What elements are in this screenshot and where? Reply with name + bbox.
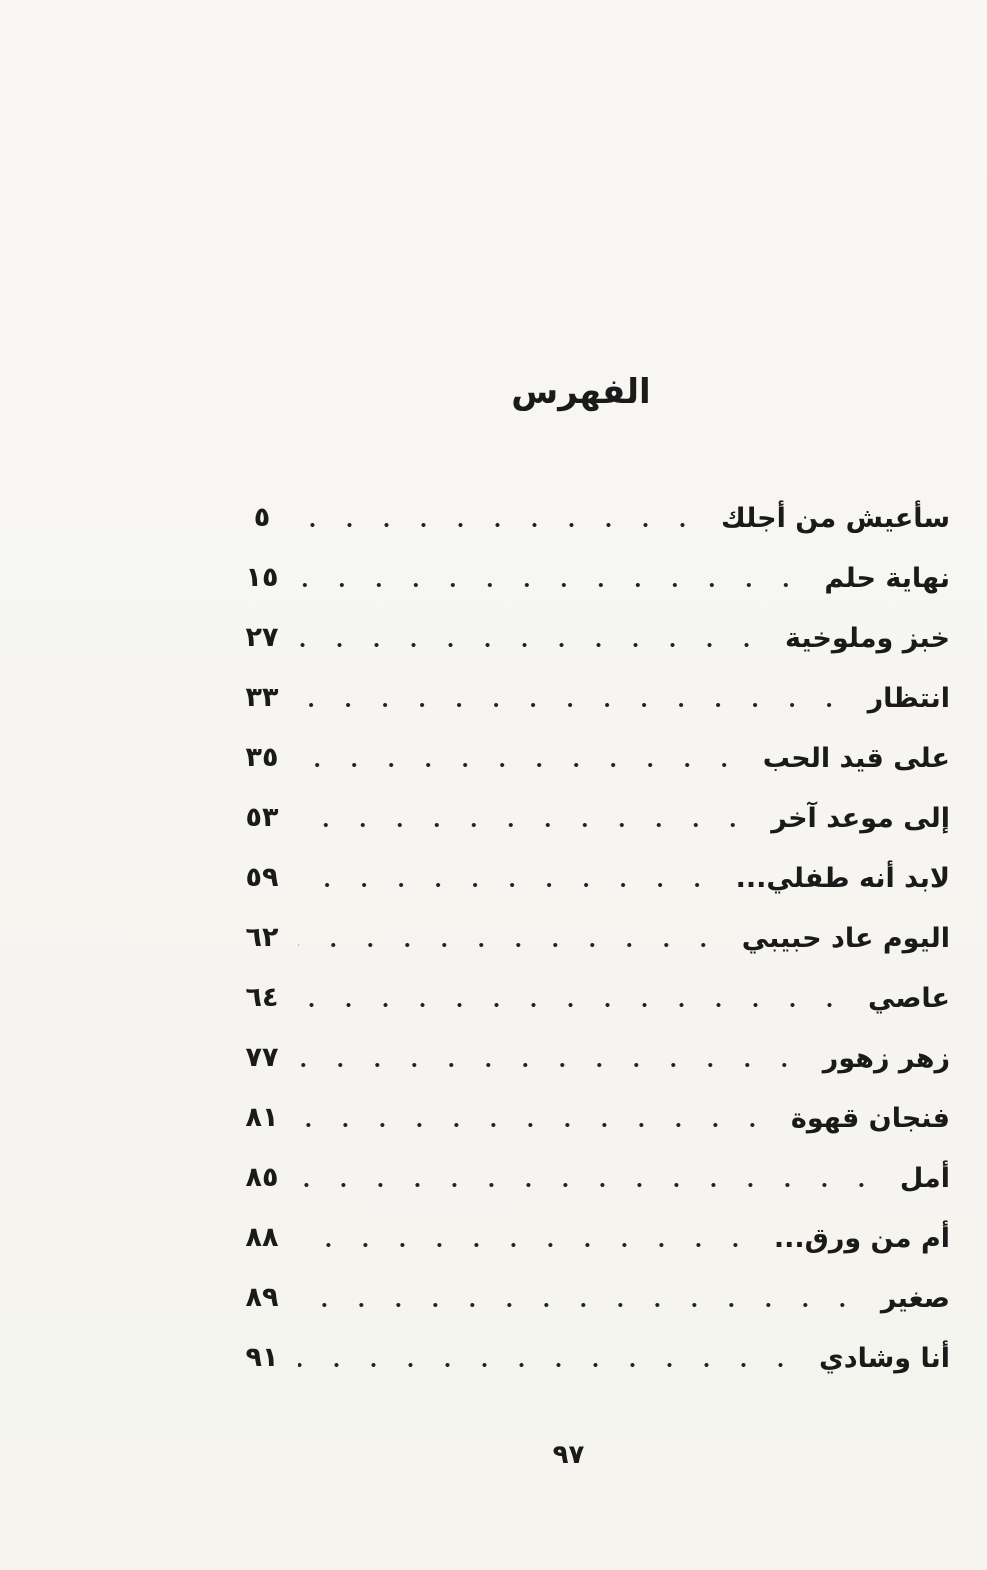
toc-entry: [232, 968, 950, 1028]
toc-entry-page: ٨٨: [245, 1222, 279, 1253]
dot-leader: [298, 522, 701, 528]
page-number: ٩٧: [552, 1440, 585, 1470]
dot-leader: [298, 702, 848, 708]
dot-leader: [298, 1302, 861, 1308]
toc-entry: [232, 1328, 950, 1388]
toc-entry-title: صغير: [880, 1282, 950, 1314]
dot-leader: [298, 1122, 771, 1128]
table-of-contents: [232, 488, 950, 1388]
toc-entry-page: ٧٧: [245, 1042, 279, 1073]
toc-entry: [232, 1148, 950, 1208]
toc-entry: [232, 488, 950, 548]
dot-leader: [298, 1362, 799, 1368]
toc-entry-title: فنجان قهوة: [790, 1102, 950, 1134]
toc-entry-page: ٣٣: [245, 682, 279, 713]
toc-entry-title: اليوم عاد حبيبي: [741, 922, 950, 954]
toc-entry-title: أم من ورق...: [773, 1222, 950, 1254]
toc-entry: [232, 1028, 950, 1088]
toc-entry-title: زهر زهور: [822, 1042, 950, 1074]
toc-entry-title: أمل: [899, 1162, 950, 1194]
toc-entry-page: ٦٢: [245, 922, 279, 953]
toc-entry-page: ٥٣: [245, 802, 279, 833]
toc-entry-title: أنا وشادي: [818, 1342, 950, 1374]
toc-entry: [232, 788, 950, 848]
toc-entry-page: ٨٥: [245, 1162, 279, 1193]
toc-entry: [232, 608, 950, 668]
toc-entry-page: ٥: [253, 502, 271, 533]
dot-leader: [298, 582, 804, 588]
toc-entry: [232, 908, 950, 968]
toc-entry-title: سأعيش من أجلك: [720, 502, 950, 534]
toc-entry: [232, 1208, 950, 1268]
dot-leader: [298, 1182, 880, 1188]
toc-entry-title: خبز وملوخية: [785, 622, 950, 654]
toc-entry-page: ٨١: [245, 1102, 279, 1133]
dot-leader: [298, 642, 765, 648]
toc-entry-title: عاصي: [868, 982, 950, 1014]
toc-entry-title: نهاية حلم: [824, 562, 950, 594]
toc-entry: [232, 1268, 950, 1328]
dot-leader: [298, 1002, 848, 1008]
toc-entry-page: ٣٥: [245, 742, 279, 773]
toc-entry-title: إلى موعد آخر: [771, 802, 950, 834]
toc-entry-page: ٩١: [245, 1342, 279, 1373]
toc-entry: [232, 848, 950, 908]
dot-leader: [298, 822, 751, 828]
toc-entry-page: ٨٩: [245, 1282, 279, 1313]
toc-entry-page: ١٥: [245, 562, 279, 593]
dot-leader: [298, 1062, 803, 1068]
toc-entry-title: لابد أنه طفلي...: [735, 862, 950, 894]
dot-leader: [298, 882, 716, 888]
dot-leader: [298, 942, 722, 948]
toc-entry-page: ٥٩: [245, 862, 279, 893]
toc-entry-title: انتظار: [867, 682, 950, 714]
toc-entry: [232, 1088, 950, 1148]
page-title: الفهرس: [511, 372, 651, 412]
toc-entry: [232, 668, 950, 728]
toc-entry-page: ٦٤: [245, 982, 279, 1013]
dot-leader: [298, 1242, 754, 1248]
dot-leader: [298, 762, 743, 768]
toc-entry-page: ٢٧: [245, 622, 279, 653]
toc-entry-title: على قيد الحب: [762, 742, 950, 774]
toc-entry: [232, 728, 950, 788]
toc-entry: [232, 548, 950, 608]
